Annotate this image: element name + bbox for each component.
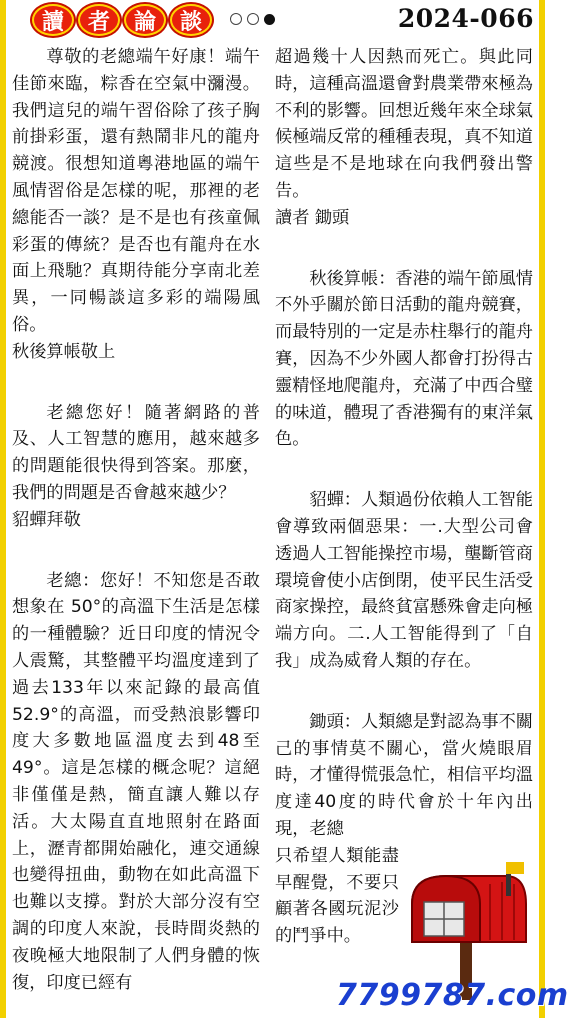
column-title	[32, 4, 212, 36]
circle-outline-icon	[230, 13, 242, 25]
site-watermark: 7799787.com	[336, 978, 569, 1013]
page-header	[10, 4, 538, 38]
letter-paragraph: 老總您好！隨著網路的普及、人工智慧的應用，越來越多的問題能很快得到答案。那麼，我們的問題是否會越來越少？	[12, 402, 260, 503]
decorative-dots	[230, 13, 275, 25]
letter-signature: 讀者 鋤頭	[275, 207, 350, 228]
title-char: 讀	[32, 4, 74, 36]
right-column	[275, 44, 533, 950]
letter-signature: 秋後算帳敬上	[12, 341, 116, 362]
reply-paragraph: 鋤頭：人類總是對認為事不關己的事情莫不關心，當火燒眼眉時，才懂得慌張急忙，相信平均溫度達40度的時代會於十年內出現，老總	[275, 711, 533, 839]
letter-paragraph: 尊敬的老總端午好康！端午佳節來臨，粽香在空氣中瀰漫。我們這兒的端午習俗除了孩子胸前掛彩蛋，還有熱鬧非凡的龍舟競渡。很想知道粵港地區的端午風情習俗是怎樣的呢，那裡的老總能否一談？是不是也有孩童佩彩蛋的傳統？是否也有龍舟在水面上飛馳？真期待能分享南北差異，一同暢談這多彩的端陽風俗。	[12, 47, 260, 335]
title-char: 者	[78, 4, 120, 36]
title-char: 談	[170, 4, 212, 36]
letter-paragraph-continued: 超過幾十人因熱而死亡。與此同時，這種高溫還會對農業帶來極為不利的影響。回想近幾年來全球氣候極端反常的種種表現，真不知道這些是不是地球在向我們發出警告。	[275, 47, 533, 201]
circle-outline-icon	[247, 13, 259, 25]
circle-filled-icon	[264, 14, 275, 25]
letter-paragraph: 老總：您好！不知您是否敢想象在 50°的高溫下生活是怎樣的一種體驗？近日印度的情況令人震驚，其整體平均溫度達到了過去133年以來記錄的最高值52.9°的高溫，而受熱浪影響印度大多數地區溫度去到48至49°。這是怎樣的概念呢？這絕非僅僅是熱，簡直讓人難以存活。大太陽直直地照射在路面上，瀝青都開始融化，連交通線也變得扭曲，動物在如此高溫下也難以支撐。對於大部分沒有空調的印度人來說，長時間炎熱的夜晚極大地限制了人們身體的恢復，印度已經有	[12, 570, 260, 993]
title-char: 論	[124, 4, 166, 36]
reply-paragraph: 貂蟬：人類過份依賴人工智能會導致兩個惡果：一.大型公司會透過人工智能操控市場，壟斷管商環境會使小店倒閉，使平民生活受商家操控，最終貧富懸殊會走向極端方向。二.人工智能得到了「自我」成為威脅人類的存在。	[275, 490, 533, 671]
left-column	[12, 44, 260, 996]
right-border	[539, 0, 545, 1018]
reply-paragraph: 秋後算帳：香港的端午節風情不外乎關於節日活動的龍舟競賽，而最特別的一定是赤柱舉行的龍舟賽，因為不少外國人都會打扮得古靈精怪地爬龍舟，充滿了中西合璧的味道，體現了香港獨有的東洋氣色。	[275, 268, 533, 450]
issue-number: 2024-066	[397, 4, 534, 33]
left-border	[0, 0, 6, 1018]
letter-signature: 貂蟬拜敬	[12, 509, 81, 530]
reply-paragraph-end: 只希望人類能盡早醒覺，不要只顧著各國玩泥沙的鬥爭中。	[275, 845, 399, 947]
